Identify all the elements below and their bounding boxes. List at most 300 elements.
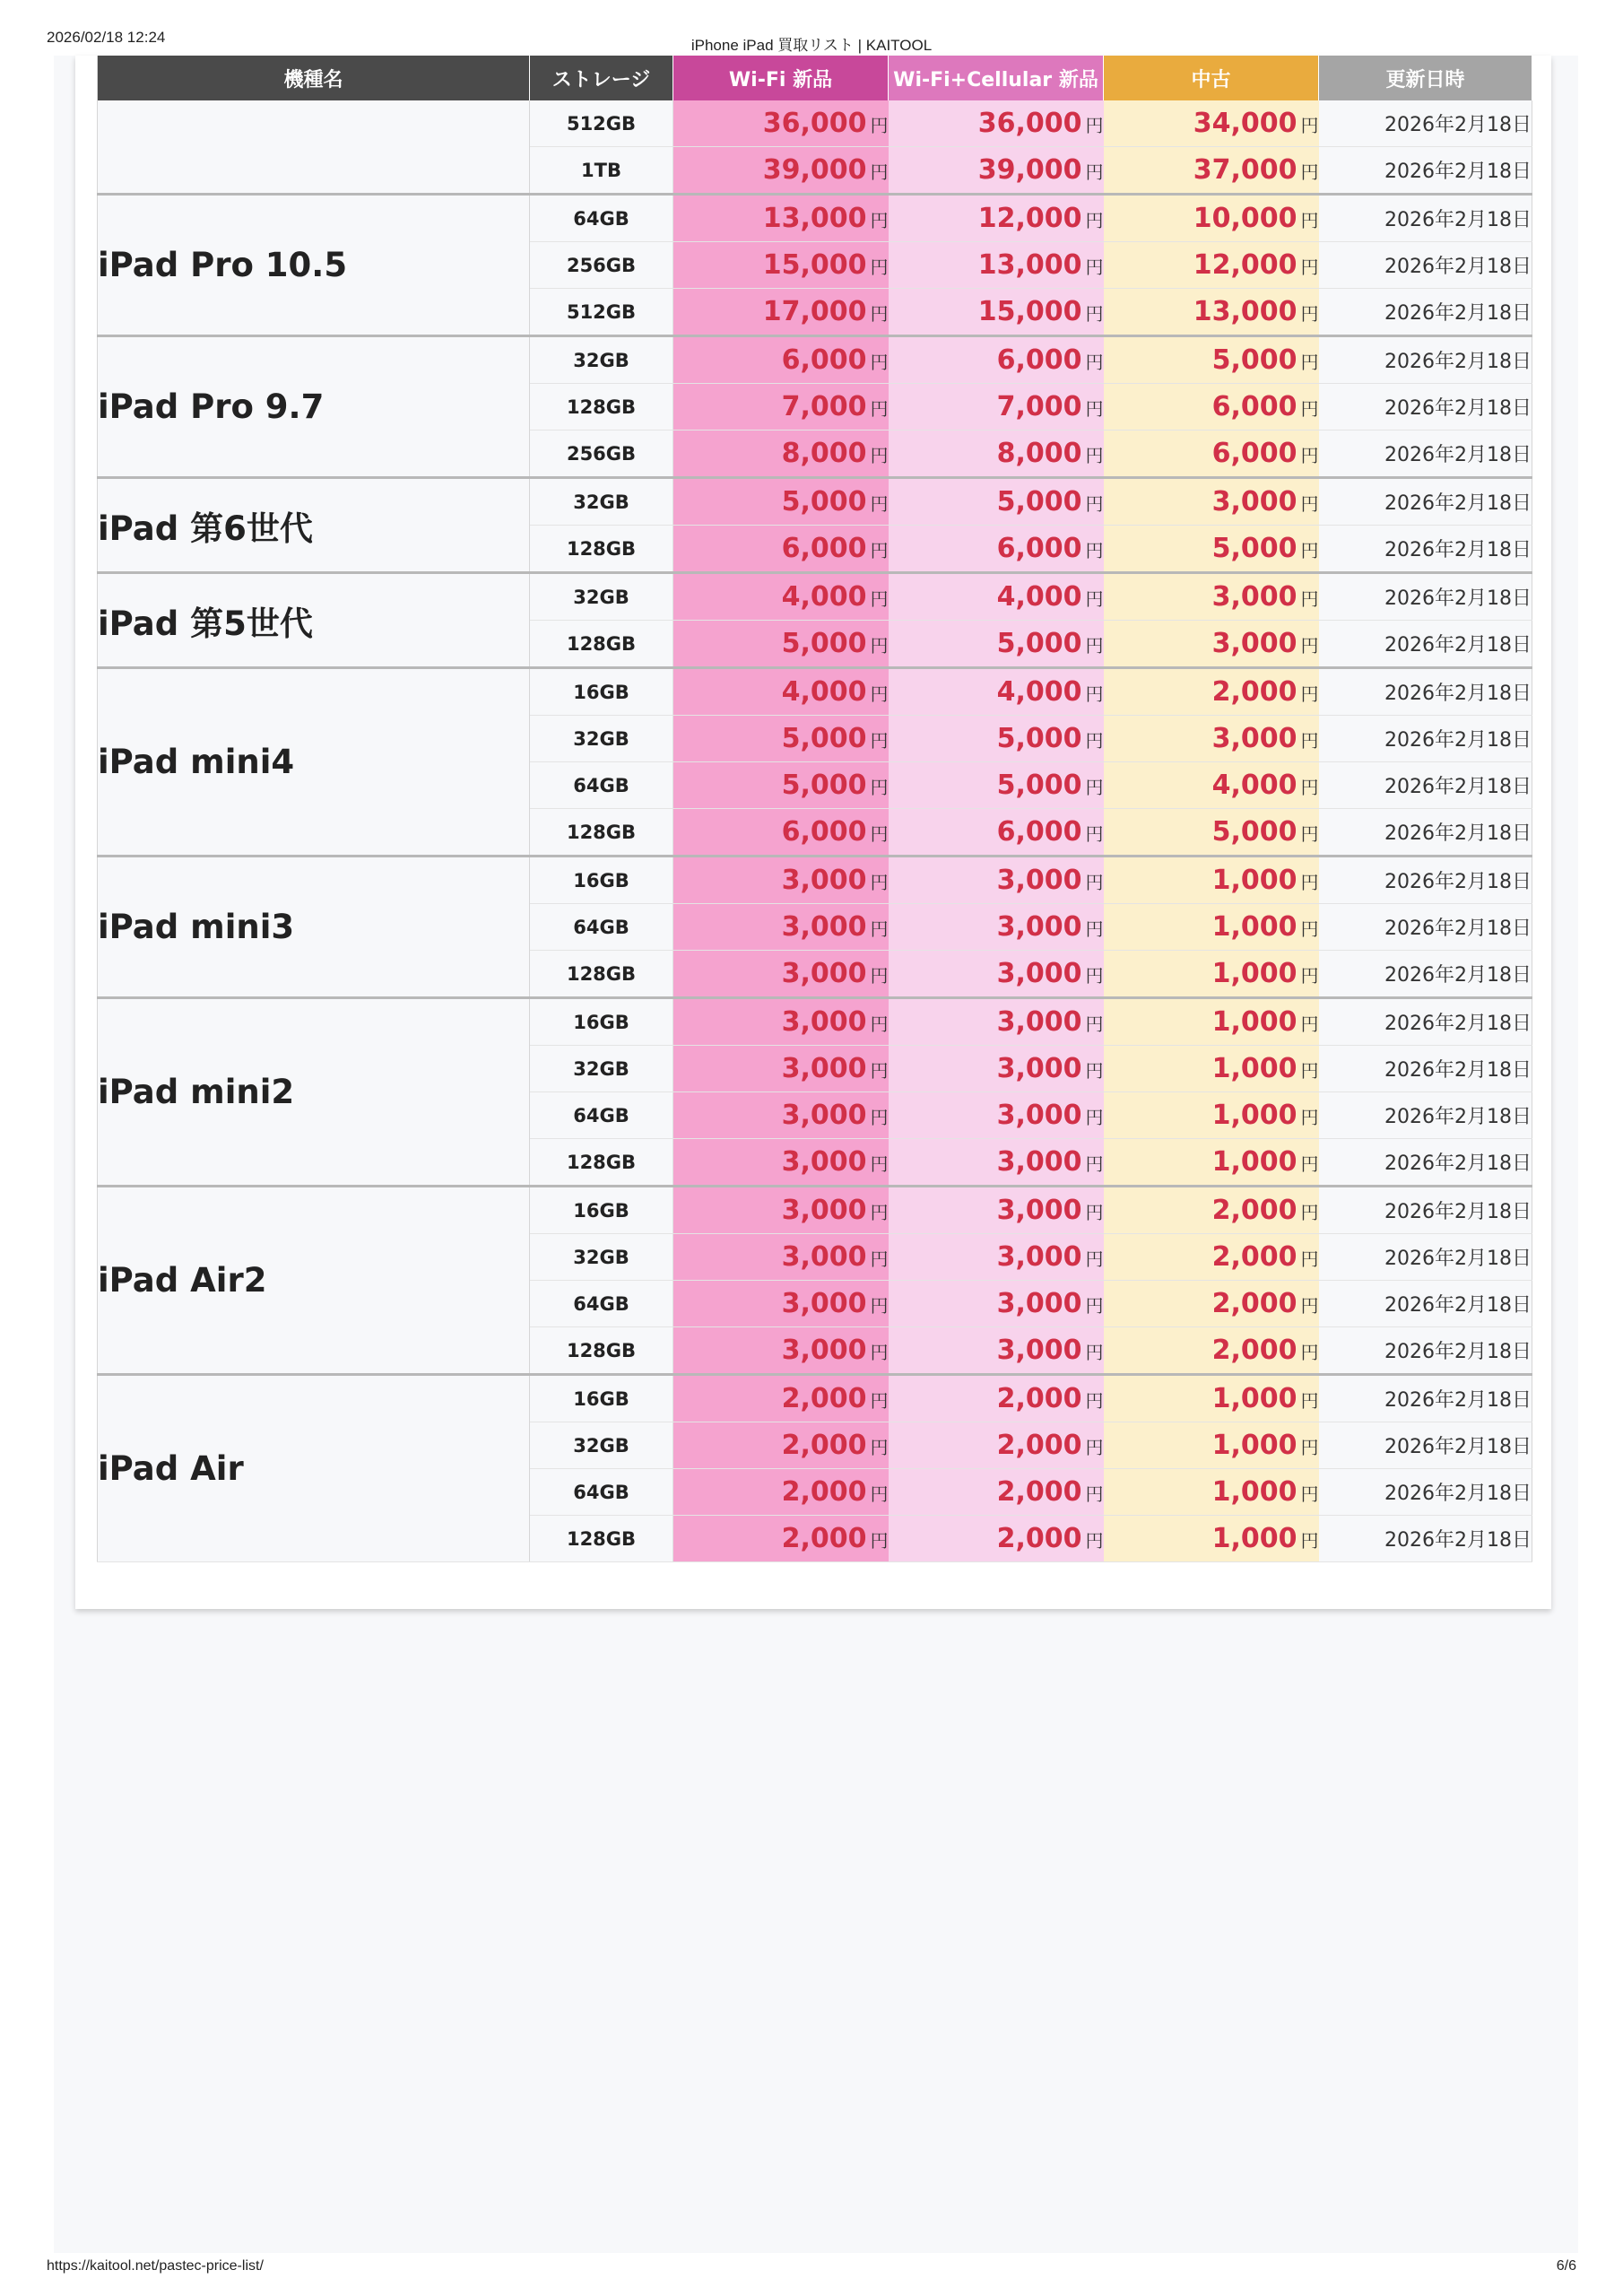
wifi-price-cell: [673, 526, 889, 573]
updated-date-cell: 2026年2月18日: [1319, 1046, 1532, 1092]
wifi-price-cell: [673, 1375, 889, 1422]
yen-unit: 円: [1300, 683, 1319, 705]
yen-unit: 円: [1300, 777, 1319, 798]
price-table-body: [98, 100, 1532, 1562]
price-value: 8,000: [781, 438, 867, 469]
yen-unit: 円: [1085, 1390, 1104, 1412]
updated-date-cell: 2026年2月18日: [1319, 526, 1532, 573]
yen-unit: 円: [870, 872, 889, 893]
price-value: 2,000: [781, 1430, 867, 1461]
price-value: 2,000: [1211, 1288, 1298, 1319]
used-price-cell: [1104, 762, 1319, 809]
yen-unit: 円: [1085, 730, 1104, 752]
cellular-price-cell: [889, 716, 1104, 762]
used-price-cell: [1104, 857, 1319, 904]
cellular-price-cell: [889, 1469, 1104, 1516]
print-footer: [0, 2258, 1623, 2280]
yen-unit: 円: [1085, 352, 1104, 373]
storage-cell: 64GB: [530, 904, 673, 951]
model-name-cell: iPad Air2: [98, 1187, 530, 1375]
yen-unit: 円: [870, 1060, 889, 1082]
price-value: 3,000: [996, 1146, 1082, 1178]
wifi-price-cell: [673, 1234, 889, 1281]
price-value: 7,000: [996, 391, 1082, 422]
price-value: 1,000: [1211, 865, 1298, 896]
cellular-price-cell: [889, 1281, 1104, 1327]
yen-unit: 円: [870, 1295, 889, 1317]
yen-unit: 円: [870, 540, 889, 561]
yen-unit: 円: [1085, 1202, 1104, 1223]
price-value: 2,000: [781, 1383, 867, 1414]
yen-unit: 円: [1085, 445, 1104, 466]
table-row: [98, 857, 1532, 904]
price-value: 6,000: [996, 533, 1082, 564]
storage-cell: 64GB: [530, 1281, 673, 1327]
price-value: 2,000: [996, 1430, 1082, 1461]
print-page-number: 6/6: [1556, 2258, 1576, 2274]
price-value: 1,000: [1211, 911, 1298, 943]
model-name-cell: [98, 100, 530, 195]
price-value: 6,000: [996, 816, 1082, 848]
yen-unit: 円: [1300, 540, 1319, 561]
model-name-cell: iPad Pro 9.7: [98, 336, 530, 478]
yen-unit: 円: [1085, 540, 1104, 561]
yen-unit: 円: [870, 303, 889, 325]
cellular-price-cell: [889, 1375, 1104, 1422]
print-datetime: 2026/02/18 12:24: [47, 29, 166, 46]
storage-cell: 256GB: [530, 242, 673, 289]
updated-date-cell: 2026年2月18日: [1319, 430, 1532, 478]
used-price-cell: [1104, 1046, 1319, 1092]
storage-cell: 16GB: [530, 857, 673, 904]
yen-unit: 円: [1300, 730, 1319, 752]
updated-date-cell: 2026年2月18日: [1319, 809, 1532, 857]
used-price-cell: [1104, 242, 1319, 289]
yen-unit: 円: [1085, 1530, 1104, 1552]
price-value: 2,000: [996, 1523, 1082, 1554]
used-price-cell: [1104, 289, 1319, 336]
updated-date-cell: 2026年2月18日: [1319, 904, 1532, 951]
storage-cell: 16GB: [530, 998, 673, 1046]
storage-cell: 512GB: [530, 289, 673, 336]
price-value: 1,000: [1211, 1476, 1298, 1508]
price-value: 5,000: [996, 723, 1082, 754]
price-value: 3,000: [1211, 486, 1298, 517]
wifi-price-cell: [673, 951, 889, 998]
storage-cell: 32GB: [530, 716, 673, 762]
yen-unit: 円: [1085, 1437, 1104, 1458]
price-value: 3,000: [781, 1241, 867, 1273]
wifi-price-cell: [673, 1139, 889, 1187]
updated-date-cell: 2026年2月18日: [1319, 1139, 1532, 1187]
used-price-cell: [1104, 998, 1319, 1046]
wifi-price-cell: [673, 1469, 889, 1516]
table-row: [98, 336, 1532, 384]
price-value: 3,000: [996, 911, 1082, 943]
cellular-price-cell: [889, 242, 1104, 289]
price-value: 4,000: [781, 581, 867, 613]
used-price-cell: [1104, 904, 1319, 951]
updated-date-cell: 2026年2月18日: [1319, 668, 1532, 716]
yen-unit: 円: [1300, 161, 1319, 183]
wifi-price-cell: [673, 384, 889, 430]
cellular-price-cell: [889, 1422, 1104, 1469]
price-value: 1,000: [1211, 958, 1298, 989]
price-value: 6,000: [781, 533, 867, 564]
yen-unit: 円: [1085, 1483, 1104, 1505]
cellular-price-cell: [889, 904, 1104, 951]
updated-date-cell: 2026年2月18日: [1319, 762, 1532, 809]
used-price-cell: [1104, 430, 1319, 478]
yen-unit: 円: [1085, 257, 1104, 278]
used-price-cell: [1104, 1375, 1319, 1422]
cellular-price-cell: [889, 951, 1104, 998]
price-value: 3,000: [781, 1288, 867, 1319]
cellular-price-cell: [889, 762, 1104, 809]
price-value: 5,000: [781, 770, 867, 801]
storage-cell: 128GB: [530, 621, 673, 668]
storage-cell: 64GB: [530, 1092, 673, 1139]
storage-cell: 128GB: [530, 526, 673, 573]
table-row: [98, 100, 1532, 147]
yen-unit: 円: [1300, 1060, 1319, 1082]
yen-unit: 円: [1300, 210, 1319, 231]
yen-unit: 円: [870, 210, 889, 231]
yen-unit: 円: [1085, 777, 1104, 798]
updated-date-cell: 2026年2月18日: [1319, 998, 1532, 1046]
price-value: 3,000: [781, 1006, 867, 1038]
yen-unit: 円: [1300, 823, 1319, 845]
price-value: 10,000: [1193, 203, 1298, 234]
used-price-cell: [1104, 384, 1319, 430]
yen-unit: 円: [870, 493, 889, 515]
storage-cell: 16GB: [530, 1375, 673, 1422]
used-price-cell: [1104, 716, 1319, 762]
wifi-price-cell: [673, 857, 889, 904]
used-price-cell: [1104, 1422, 1319, 1469]
price-value: 3,000: [781, 1100, 867, 1131]
cellular-price-cell: [889, 526, 1104, 573]
price-value: 3,000: [781, 865, 867, 896]
price-value: 6,000: [1211, 391, 1298, 422]
table-row: [98, 668, 1532, 716]
yen-unit: 円: [870, 161, 889, 183]
price-value: 6,000: [781, 344, 867, 376]
price-value: 3,000: [781, 911, 867, 943]
cellular-price-cell: [889, 857, 1104, 904]
yen-unit: 円: [1300, 398, 1319, 420]
used-price-cell: [1104, 1516, 1319, 1562]
price-value: 1,000: [1211, 1430, 1298, 1461]
price-value: 39,000: [762, 154, 867, 186]
cellular-price-cell: [889, 1092, 1104, 1139]
cellular-price-cell: [889, 573, 1104, 621]
cellular-price-cell: [889, 1327, 1104, 1375]
yen-unit: 円: [1085, 1342, 1104, 1363]
used-price-cell: [1104, 1092, 1319, 1139]
storage-cell: 64GB: [530, 195, 673, 242]
used-price-cell: [1104, 1281, 1319, 1327]
yen-unit: 円: [1300, 1483, 1319, 1505]
used-price-cell: [1104, 336, 1319, 384]
wifi-price-cell: [673, 195, 889, 242]
yen-unit: 円: [1300, 1013, 1319, 1035]
yen-unit: 円: [1085, 493, 1104, 515]
yen-unit: 円: [1300, 352, 1319, 373]
table-header-row: [98, 56, 1532, 100]
price-value: 3,000: [996, 1195, 1082, 1226]
yen-unit: 円: [1085, 1153, 1104, 1175]
table-row: [98, 195, 1532, 242]
updated-date-cell: 2026年2月18日: [1319, 573, 1532, 621]
storage-cell: 16GB: [530, 1187, 673, 1234]
yen-unit: 円: [870, 352, 889, 373]
yen-unit: 円: [1300, 1107, 1319, 1128]
price-value: 37,000: [1193, 154, 1298, 186]
updated-date-cell: 2026年2月18日: [1319, 951, 1532, 998]
yen-unit: 円: [870, 398, 889, 420]
used-price-cell: [1104, 100, 1319, 147]
price-value: 3,000: [1211, 628, 1298, 659]
used-price-cell: [1104, 573, 1319, 621]
model-name-cell: iPad 第5世代: [98, 573, 530, 668]
yen-unit: 円: [1085, 965, 1104, 987]
yen-unit: 円: [1085, 161, 1104, 183]
price-value: 34,000: [1193, 108, 1298, 139]
yen-unit: 円: [870, 1107, 889, 1128]
used-price-cell: [1104, 668, 1319, 716]
yen-unit: 円: [1085, 823, 1104, 845]
yen-unit: 円: [870, 1248, 889, 1270]
storage-cell: 128GB: [530, 951, 673, 998]
updated-date-cell: 2026年2月18日: [1319, 1187, 1532, 1234]
yen-unit: 円: [1300, 918, 1319, 940]
updated-date-cell: 2026年2月18日: [1319, 1422, 1532, 1469]
used-price-cell: [1104, 195, 1319, 242]
updated-date-cell: 2026年2月18日: [1319, 195, 1532, 242]
wifi-price-cell: [673, 289, 889, 336]
price-value: 2,000: [781, 1476, 867, 1508]
price-value: 5,000: [1211, 344, 1298, 376]
yen-unit: 円: [870, 445, 889, 466]
price-value: 5,000: [781, 628, 867, 659]
price-value: 2,000: [996, 1476, 1082, 1508]
print-page-title: iPhone iPad 買取リスト | KAITOOL: [690, 37, 933, 54]
wifi-price-cell: [673, 1281, 889, 1327]
wifi-price-cell: [673, 1046, 889, 1092]
wifi-price-cell: [673, 430, 889, 478]
price-value: 3,000: [781, 1335, 867, 1366]
wifi-price-cell: [673, 100, 889, 147]
yen-unit: 円: [1085, 210, 1104, 231]
price-value: 3,000: [996, 1241, 1082, 1273]
cellular-price-cell: [889, 668, 1104, 716]
yen-unit: 円: [870, 588, 889, 610]
price-value: 3,000: [996, 1288, 1082, 1319]
cellular-price-cell: [889, 195, 1104, 242]
wifi-price-cell: [673, 1092, 889, 1139]
price-value: 12,000: [1193, 249, 1298, 281]
price-value: 3,000: [1211, 581, 1298, 613]
yen-unit: 円: [870, 257, 889, 278]
price-value: 17,000: [762, 296, 867, 327]
used-price-cell: [1104, 1234, 1319, 1281]
price-value: 3,000: [781, 958, 867, 989]
storage-cell: 128GB: [530, 384, 673, 430]
updated-date-cell: 2026年2月18日: [1319, 100, 1532, 147]
yen-unit: 円: [870, 635, 889, 657]
storage-cell: 64GB: [530, 762, 673, 809]
price-value: 3,000: [996, 1053, 1082, 1084]
price-value: 2,000: [1211, 1241, 1298, 1273]
price-value: 36,000: [762, 108, 867, 139]
price-value: 12,000: [977, 203, 1082, 234]
yen-unit: 円: [1085, 1295, 1104, 1317]
model-name-cell: iPad Pro 10.5: [98, 195, 530, 336]
price-value: 3,000: [996, 1335, 1082, 1366]
cellular-price-cell: [889, 430, 1104, 478]
updated-date-cell: 2026年2月18日: [1319, 1469, 1532, 1516]
storage-cell: 32GB: [530, 478, 673, 526]
price-value: 8,000: [996, 438, 1082, 469]
storage-cell: 32GB: [530, 1234, 673, 1281]
used-price-cell: [1104, 1469, 1319, 1516]
updated-date-cell: 2026年2月18日: [1319, 1234, 1532, 1281]
yen-unit: 円: [870, 1202, 889, 1223]
yen-unit: 円: [1300, 635, 1319, 657]
wifi-price-cell: [673, 1187, 889, 1234]
updated-date-cell: 2026年2月18日: [1319, 289, 1532, 336]
table-row: [98, 1375, 1532, 1422]
yen-unit: 円: [870, 683, 889, 705]
yen-unit: 円: [1085, 1013, 1104, 1035]
price-value: 2,000: [996, 1383, 1082, 1414]
yen-unit: 円: [1300, 303, 1319, 325]
yen-unit: 円: [1300, 257, 1319, 278]
wifi-price-cell: [673, 1422, 889, 1469]
model-name-cell: iPad 第6世代: [98, 478, 530, 573]
yen-unit: 円: [1085, 303, 1104, 325]
yen-unit: 円: [1300, 1295, 1319, 1317]
storage-cell: 128GB: [530, 809, 673, 857]
wifi-price-cell: [673, 147, 889, 195]
storage-cell: 16GB: [530, 668, 673, 716]
yen-unit: 円: [870, 1013, 889, 1035]
yen-unit: 円: [1300, 1530, 1319, 1552]
storage-cell: 32GB: [530, 1422, 673, 1469]
yen-unit: 円: [1085, 115, 1104, 136]
price-value: 5,000: [996, 770, 1082, 801]
yen-unit: 円: [870, 1483, 889, 1505]
yen-unit: 円: [1085, 872, 1104, 893]
price-value: 1,000: [1211, 1146, 1298, 1178]
cellular-price-cell: [889, 1234, 1104, 1281]
wifi-price-cell: [673, 1327, 889, 1375]
price-value: 5,000: [1211, 533, 1298, 564]
yen-unit: 円: [1085, 588, 1104, 610]
storage-cell: 512GB: [530, 100, 673, 147]
storage-cell: 32GB: [530, 1046, 673, 1092]
yen-unit: 円: [1300, 965, 1319, 987]
updated-date-cell: 2026年2月18日: [1319, 1516, 1532, 1562]
price-value: 4,000: [996, 676, 1082, 708]
used-price-cell: [1104, 809, 1319, 857]
header-cellular-new: Wi-Fi+Cellular 新品: [889, 56, 1104, 100]
yen-unit: 円: [870, 1530, 889, 1552]
cellular-price-cell: [889, 478, 1104, 526]
yen-unit: 円: [1300, 1248, 1319, 1270]
updated-date-cell: 2026年2月18日: [1319, 716, 1532, 762]
used-price-cell: [1104, 147, 1319, 195]
model-name-cell: iPad mini2: [98, 998, 530, 1187]
updated-date-cell: 2026年2月18日: [1319, 1327, 1532, 1375]
header-wifi-new: Wi-Fi 新品: [673, 56, 889, 100]
yen-unit: 円: [1085, 1248, 1104, 1270]
cellular-price-cell: [889, 1516, 1104, 1562]
yen-unit: 円: [1085, 918, 1104, 940]
updated-date-cell: 2026年2月18日: [1319, 336, 1532, 384]
cellular-price-cell: [889, 621, 1104, 668]
price-value: 7,000: [781, 391, 867, 422]
used-price-cell: [1104, 1327, 1319, 1375]
used-price-cell: [1104, 951, 1319, 998]
storage-cell: 128GB: [530, 1139, 673, 1187]
yen-unit: 円: [1085, 683, 1104, 705]
yen-unit: 円: [1300, 1437, 1319, 1458]
cellular-price-cell: [889, 289, 1104, 336]
price-value: 39,000: [977, 154, 1082, 186]
yen-unit: 円: [1300, 493, 1319, 515]
price-table: [97, 56, 1532, 1562]
yen-unit: 円: [1085, 1107, 1104, 1128]
table-row: [98, 573, 1532, 621]
price-value: 36,000: [977, 108, 1082, 139]
yen-unit: 円: [1085, 398, 1104, 420]
price-value: 2,000: [1211, 676, 1298, 708]
price-value: 5,000: [1211, 816, 1298, 848]
price-value: 3,000: [781, 1146, 867, 1178]
print-header: [0, 27, 1623, 54]
price-value: 3,000: [781, 1195, 867, 1226]
price-value: 1,000: [1211, 1100, 1298, 1131]
yen-unit: 円: [870, 115, 889, 136]
updated-date-cell: 2026年2月18日: [1319, 147, 1532, 195]
price-value: 3,000: [996, 958, 1082, 989]
price-value: 13,000: [1193, 296, 1298, 327]
updated-date-cell: 2026年2月18日: [1319, 857, 1532, 904]
cellular-price-cell: [889, 147, 1104, 195]
price-value: 5,000: [996, 628, 1082, 659]
wifi-price-cell: [673, 336, 889, 384]
updated-date-cell: 2026年2月18日: [1319, 478, 1532, 526]
yen-unit: 円: [1300, 445, 1319, 466]
model-name-cell: iPad mini3: [98, 857, 530, 998]
price-value: 15,000: [977, 296, 1082, 327]
cellular-price-cell: [889, 998, 1104, 1046]
cellular-price-cell: [889, 809, 1104, 857]
price-value: 3,000: [996, 1006, 1082, 1038]
header-used: 中古: [1104, 56, 1319, 100]
print-url: https://kaitool.net/pastec-price-list/: [47, 2258, 264, 2274]
wifi-price-cell: [673, 762, 889, 809]
storage-cell: 128GB: [530, 1516, 673, 1562]
model-name-cell: iPad mini4: [98, 668, 530, 857]
yen-unit: 円: [1300, 1202, 1319, 1223]
price-value: 13,000: [762, 203, 867, 234]
wifi-price-cell: [673, 668, 889, 716]
price-value: 4,000: [781, 676, 867, 708]
cellular-price-cell: [889, 1046, 1104, 1092]
